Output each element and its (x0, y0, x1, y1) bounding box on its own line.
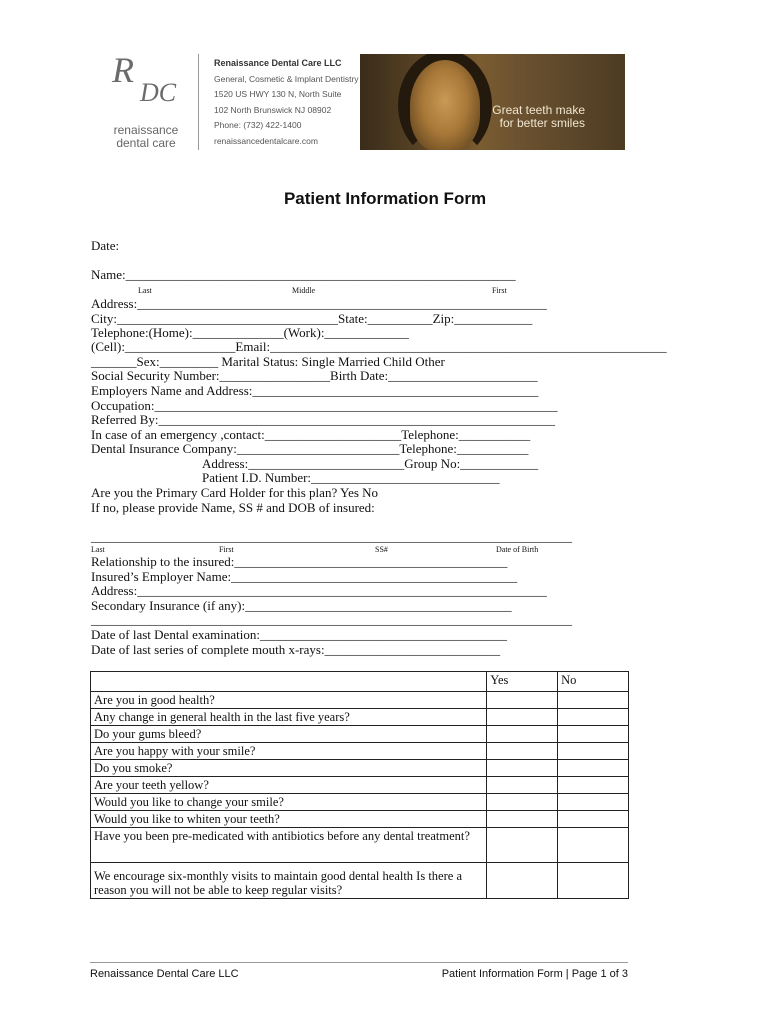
insurance-company-field[interactable]: Dental Insurance Company:_________________________Telephone:___________ (91, 441, 529, 456)
ssn-birthdate-field[interactable]: Social Security Number:_________________Birth Date:_______________________ (91, 368, 538, 383)
address-field[interactable]: Address:_______________________________________________________________ (91, 296, 547, 311)
logo-mark-r: R (112, 50, 134, 90)
address-line-2: 102 North Brunswick NJ 08902 (214, 104, 332, 115)
no-cell[interactable] (558, 743, 629, 760)
insured-info-line[interactable]: __________________________________________________________________________ (91, 529, 572, 544)
table-row (91, 794, 629, 811)
secondary-insurance-line[interactable]: __________________________________________________________________________ (91, 612, 572, 627)
yes-cell[interactable] (487, 743, 558, 760)
telephone-field[interactable]: Telephone:(Home):______________(Work):_____________ (91, 325, 409, 340)
insured-dob-label: Date of Birth (496, 545, 539, 554)
no-cell[interactable] (558, 692, 629, 709)
sex-marital-field[interactable]: _______Sex:_________ Marital Status: Single Married Child Other (91, 354, 445, 369)
question-cell: Are you in good health? (91, 692, 487, 709)
relationship-field[interactable]: Relationship to the insured:__________________________________________ (91, 554, 508, 569)
yes-cell[interactable] (487, 811, 558, 828)
header-divider (198, 54, 199, 150)
last-exam-field[interactable]: Date of last Dental examination:______________________________________ (91, 627, 507, 642)
primary-holder-question[interactable]: Are you the Primary Card Holder for this plan? Yes No (91, 485, 379, 500)
name-field[interactable]: Name:____________________________________________________________ (91, 267, 516, 282)
employer-field[interactable]: Employers Name and Address:____________________________________________ (91, 383, 539, 398)
no-cell[interactable] (558, 726, 629, 743)
header-yes: Yes (487, 672, 558, 692)
date-field[interactable]: Date: (91, 238, 120, 253)
no-cell[interactable] (558, 709, 629, 726)
table-row (91, 863, 629, 899)
footer-divider (90, 962, 628, 963)
logo-mark-dc: DC (140, 78, 177, 107)
logo-text-line-1: renaissance (113, 123, 179, 137)
yes-cell[interactable] (487, 794, 558, 811)
yes-cell[interactable] (487, 828, 558, 863)
question-cell: Any change in general health in the last five years? (91, 709, 487, 726)
website: renaissancedentalcare.com (214, 135, 318, 146)
question-cell: Do your gums bleed? (91, 726, 487, 743)
table-row (91, 760, 629, 777)
question-cell: Are you happy with your smile? (91, 743, 487, 760)
banner-image (360, 54, 625, 150)
occupation-field[interactable]: Occupation:______________________________________________________________ (91, 398, 558, 413)
logo-text (110, 124, 182, 150)
health-questionnaire (90, 671, 629, 899)
patient-id-field[interactable]: Patient I.D. Number:_____________________________ (202, 470, 500, 485)
question-cell: Would you like to change your smile? (91, 794, 487, 811)
last-xrays-field[interactable]: Date of last series of complete mouth x-rays:___________________________ (91, 642, 501, 657)
phone: Phone: (732) 422-1400 (214, 120, 302, 130)
insurance-address-field[interactable]: Address:________________________Group No:____________ (202, 456, 539, 471)
table-row (91, 692, 629, 709)
footer-page-info: Patient Information Form | Page 1 of 3 (441, 968, 628, 980)
footer-company: Renaissance Dental Care LLC (90, 968, 239, 980)
name-last-label: Last (138, 286, 152, 295)
emergency-contact-field[interactable]: In case of an emergency ,contact:_____________________Telephone:___________ (91, 427, 531, 442)
address-line-1: 1520 US HWY 130 N, North Suite (214, 89, 342, 99)
insured-ss-label: SS# (375, 545, 388, 554)
insured-employer-field[interactable]: Insured’s Employer Name:____________________________________________ (91, 569, 518, 584)
table-row (91, 811, 629, 828)
no-cell[interactable] (558, 811, 629, 828)
table-row (91, 743, 629, 760)
no-cell[interactable] (558, 828, 629, 863)
question-cell: Are your teeth yellow? (91, 777, 487, 794)
question-cell: We encourage six-monthly visits to maintain good dental health Is there a reason you will not be able to keep regular visits? (91, 863, 487, 899)
question-cell: Do you smoke? (91, 760, 487, 777)
question-cell: Have you been pre-medicated with antibiotics before any dental treatment? (91, 828, 487, 863)
insured-first-label: First (219, 545, 234, 554)
logo (92, 52, 192, 152)
company-name: Renaissance Dental Care LLC (214, 58, 342, 68)
table-row (91, 828, 629, 863)
services: General, Cosmetic & Implant Dentistry (214, 73, 359, 84)
table-row (91, 726, 629, 743)
no-cell[interactable] (558, 777, 629, 794)
yes-cell[interactable] (487, 863, 558, 899)
insured-last-label: Last (91, 545, 105, 554)
yes-cell[interactable] (487, 726, 558, 743)
cell-email-field[interactable]: (Cell):_________________Email:_____________________________________________________________ (91, 339, 667, 354)
name-first-label: First (492, 286, 507, 295)
insured-address-field[interactable]: Address:_______________________________________________________________ (91, 583, 547, 598)
no-cell[interactable] (558, 863, 629, 899)
table-header-row (91, 672, 629, 692)
yes-cell[interactable] (487, 709, 558, 726)
no-cell[interactable] (558, 794, 629, 811)
header-blank-cell (91, 672, 487, 692)
table-row (91, 709, 629, 726)
practice-info (214, 56, 359, 149)
logo-text-line-2: dental care (116, 136, 176, 150)
banner-tagline (465, 104, 585, 130)
name-middle-label: Middle (292, 286, 316, 295)
yes-cell[interactable] (487, 760, 558, 777)
yes-cell[interactable] (487, 692, 558, 709)
header-no: No (558, 672, 629, 692)
no-cell[interactable] (558, 760, 629, 777)
table-row (91, 777, 629, 794)
if-no-instructions: If no, please provide Name, SS # and DOB of insured: (91, 500, 375, 515)
question-cell: Would you like to whiten your teeth? (91, 811, 487, 828)
page-title: Patient Information Form (283, 189, 487, 208)
city-state-zip-field[interactable]: City:__________________________________State:__________Zip:____________ (91, 311, 533, 326)
secondary-insurance-field[interactable]: Secondary Insurance (if any):_________________________________________ (91, 598, 512, 613)
yes-cell[interactable] (487, 777, 558, 794)
tagline-1: Great teeth make (492, 103, 585, 117)
tagline-2: for better smiles (499, 116, 585, 130)
referred-by-field[interactable]: Referred By:_____________________________________________________________ (91, 412, 556, 427)
